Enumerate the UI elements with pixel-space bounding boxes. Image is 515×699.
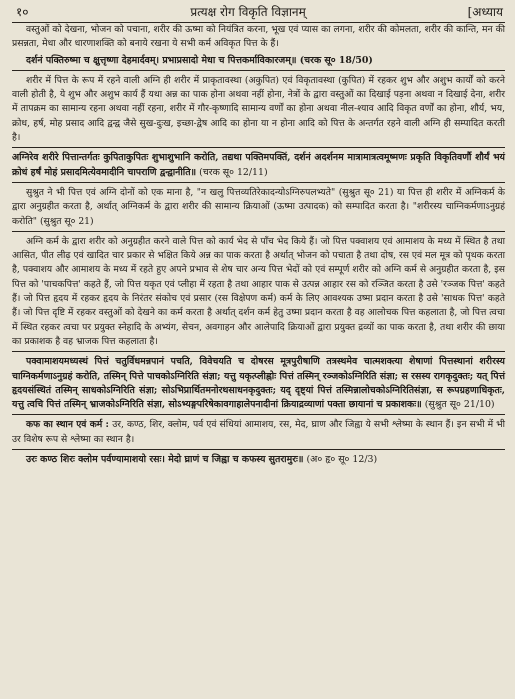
verse-text (12, 54, 505, 68)
body-paragraph (12, 235, 505, 349)
chapter-label: [अध्याय (467, 5, 503, 19)
body-paragraph (12, 186, 505, 229)
page-header (12, 4, 505, 23)
paragraph-text (12, 186, 505, 229)
verse-text (12, 355, 505, 412)
text-run: दर्शनं पक्तिरुष्मा च क्षुत्तृष्णा देहमार्दवम्। प्रभाप्रसादो मेधा च पित्तकर्माविकारजम्॥ (चरक सू० 18/50) (26, 54, 373, 66)
section-heading: कफ का स्थान एवं कर्म : (26, 419, 113, 431)
text-run: अग्निरेव शरीरे पित्तान्तर्गतः कुपिताकुपितः शुभाशुभानि करोति, तद्यथा पक्तिमपक्तिं, दर्शनं अदर्शनम मात्रामात्रत्वमूष्मणः प्रकृति विकृतिवर्णौ शौर्यं भयं क्रोधं हर्षं मोहं प्रसादमित्येवमादीनि चापराणि द्वन्द्वानीति॥ (12, 152, 505, 178)
text-run: शरीर में पित्त के रूप में रहने वाली अग्नि ही शरीर में प्राकृतावस्था (अकुपित) एवं विकृतावस्था (कुपित) में रहकर शुभ और अशुभ कार्यों को करने वाली होती है, ये शुभ और अशुभ कार्य हैं यथा अन्न का पाक होना अथवा नहीं होना, नेत्रों के द्वारा वस्तुओं का दिखाई पड़ना अथवा न दिखाई देना, शरीर में तापक्रम का सामान्य रहना अथवा नहीं रहना, शरीर में गौर-कृष्णादि सामान्य वर्णों का होना अथवा नील-श्याव आदि विकृत वर्णों का होना, शौर्य, भय, क्रोध, हर्ष, मोह प्रसाद आदि द्वन्द्व जैसे सुख-दुःख, इच्छा-द्वेष आदि का होना या न होना आदि को पित्त के अन्तर्गत रहने वाली अग्नि ही सम्पादित करती है। (12, 74, 505, 144)
paragraph-text (12, 74, 505, 145)
sanskrit-verse (12, 355, 505, 412)
sanskrit-verse (12, 151, 505, 180)
citation: (चरक सू० 12/11) (196, 166, 268, 178)
divider (12, 449, 505, 450)
sanskrit-verse (12, 54, 505, 68)
divider (12, 182, 505, 183)
body-paragraph (12, 74, 505, 145)
paragraph-text (12, 418, 505, 447)
text-run: उर, कण्ठ, शिर, क्लोम, पर्व एवं संधियां आमाशय, रस, मेद, घ्राण और जिह्वा ये सभी श्लेष्मा के स्थान हैं। इन सभी में भी उर विशेष रूप से श्लेष्मा का स्थान है। (12, 419, 505, 445)
divider (12, 70, 505, 71)
paragraph-text (12, 235, 505, 349)
citation: (अ० हृ० सू० 12/3) (303, 454, 378, 466)
page-number: १० (16, 5, 29, 19)
paragraph-text (12, 23, 505, 52)
text-run: वस्तुओं को देखना, भोजन को पचाना, शरीर की ऊष्मा को नियंत्रित करना, भूख एवं प्यास का लगना, शरीर की कोमलता, शरीर की कान्ति, मन की प्रसन्नता, मेधा और धारणाशक्ति को बनाये रखना ये सभी कर्म अविकृत पित्त के हैं। (12, 24, 505, 50)
text-run: सुश्रुत ने भी पित्त एवं अग्नि दोनों को एक माना है, "न खलु पित्तव्यतिरेकादन्योऽग्निरुपलभ्यते" (सुश्रुत सू० 21) या पित्त ही शरीर में अग्निकर्म के द्वारा अनुग्रहीत करता है, अर्थात् अग्निकर्म के द्वारा शरीर की सामान्य क्रियाओं (ऊष्मा उत्पादक) को सम्पादित करता है। "शरीरस्य चाग्निकर्मणाऽनुग्रहं करोति" (सुश्रुत सू० 21) (12, 186, 505, 227)
divider (12, 414, 505, 415)
text-run: अग्नि कर्म के द्वारा शरीर को अनुग्रहीत करने वाले पित्त को कार्य भेद से पाँच भेद किये हैं। जो पित्त पक्वाशय एवं आमाशय के मध्य में स्थित है तथा आसित, पीत लीढ़ एवं खादित चार प्रकार से भक्षित किये अन्न का पाक करता है अर्थात् भोजन को पचाता है तथा दोष, रस एवं मल मूत्र को पृथक करता है, पक्वाशय और आमाशय के मध्य में रहते हुए अपने प्रभाव से शेष चार अन्य पित्त भेदों को एवं सम्पूर्ण शरीर को अग्नि कर्म से अनुग्रहीत करता है, इस पित्त को 'पाचकपित्त' कहते हैं, जो पित्त यकृत एवं प्लीहा में रहता है तथा आहार पाक से उत्पन्न आहार रस को रञ्जित करता है उसे 'रञ्जक पित्त' कहते हैं। जो पित्त हृदय में रहकर हृदय के निरंतर संकोच एवं प्रसार (रस विक्षेपण कर्म) कर्म के लिए आवश्यक उष्मा प्रदान करता है उसे 'साधक पित्त' कहते हैं। जो पित्त दृष्टि में रहकर वस्तुओं को देखने का कर्म करता है अर्थात् दर्शन कर्म हेतु उष्मा प्रदान करता है वह आलोचक पित्त कहलाता है, जो पित्त त्वचा में स्थित रहकर त्वचा पर प्रयुक्त स्नेहादि के अभ्यंग, सेचन, अवगाहन और आलेपादि क्रियाओं द्वारा प्रयुक्त द्रव्यों का पाक करता है, तथा शरीर की छाया का प्रकाशक है वह भ्राजक पित्त कहलाता है। (12, 235, 505, 347)
running-title: प्रत्यक्ष रोग विकृति विज्ञानम् (190, 5, 306, 19)
citation: (सुश्रुत सू० 21/10) (421, 399, 495, 411)
page-body (12, 23, 505, 467)
body-paragraph (12, 418, 505, 447)
text-run: पक्वामाशयमध्यस्थं पित्तं चतुर्विधमन्नपानं पचति, विवेचयति च दोषरस मूत्रपुरीषाणि तत्रस्थमेव चात्मशक्त्या शेषाणां पित्तस्थानां शरीरस्य चाग्निकर्मणाऽनुग्रहं करोति, तस्मिन् पित्ते पाचकोऽग्निरिति संज्ञा; यत्तु यकृत्प्लीह्नोः पित्तं तस्मिन् रञ्जकोऽग्निरिति संज्ञा; स रसस्य रागकृदुक्तः; यत् पित्तं हृदयसंस्थितं तस्मिन् साधकोऽग्निरिति संज्ञा; सोऽभिप्रार्थितमनोरथसाधनकृदुक्तः; यद् दृष्ट्यां पित्तं तस्मिन्नालोचकोऽग्निरितिसंज्ञा, स रूपग्रहणाधिकृतः, यत्तु त्वचि पित्तं तस्मिन् भ्राजकोऽग्निरिति संज्ञा, सोऽभ्यङ्गपरिषेकावगाहालेपनादीनां क्रियाद्रव्याणां पक्ता छायानां च प्रकाशकः॥ (12, 356, 505, 411)
verse-text (12, 453, 505, 467)
divider (12, 147, 505, 148)
sanskrit-verse (12, 453, 505, 467)
body-paragraph (12, 23, 505, 52)
divider (12, 351, 505, 352)
divider (12, 231, 505, 232)
text-run: उरः कण्ठ शिरः क्लोम पर्वण्यामाशयो रसः। मेदो घ्राणं च जिह्वा च कफस्य सुतरामुरः॥ (26, 454, 304, 466)
verse-text (12, 151, 505, 180)
